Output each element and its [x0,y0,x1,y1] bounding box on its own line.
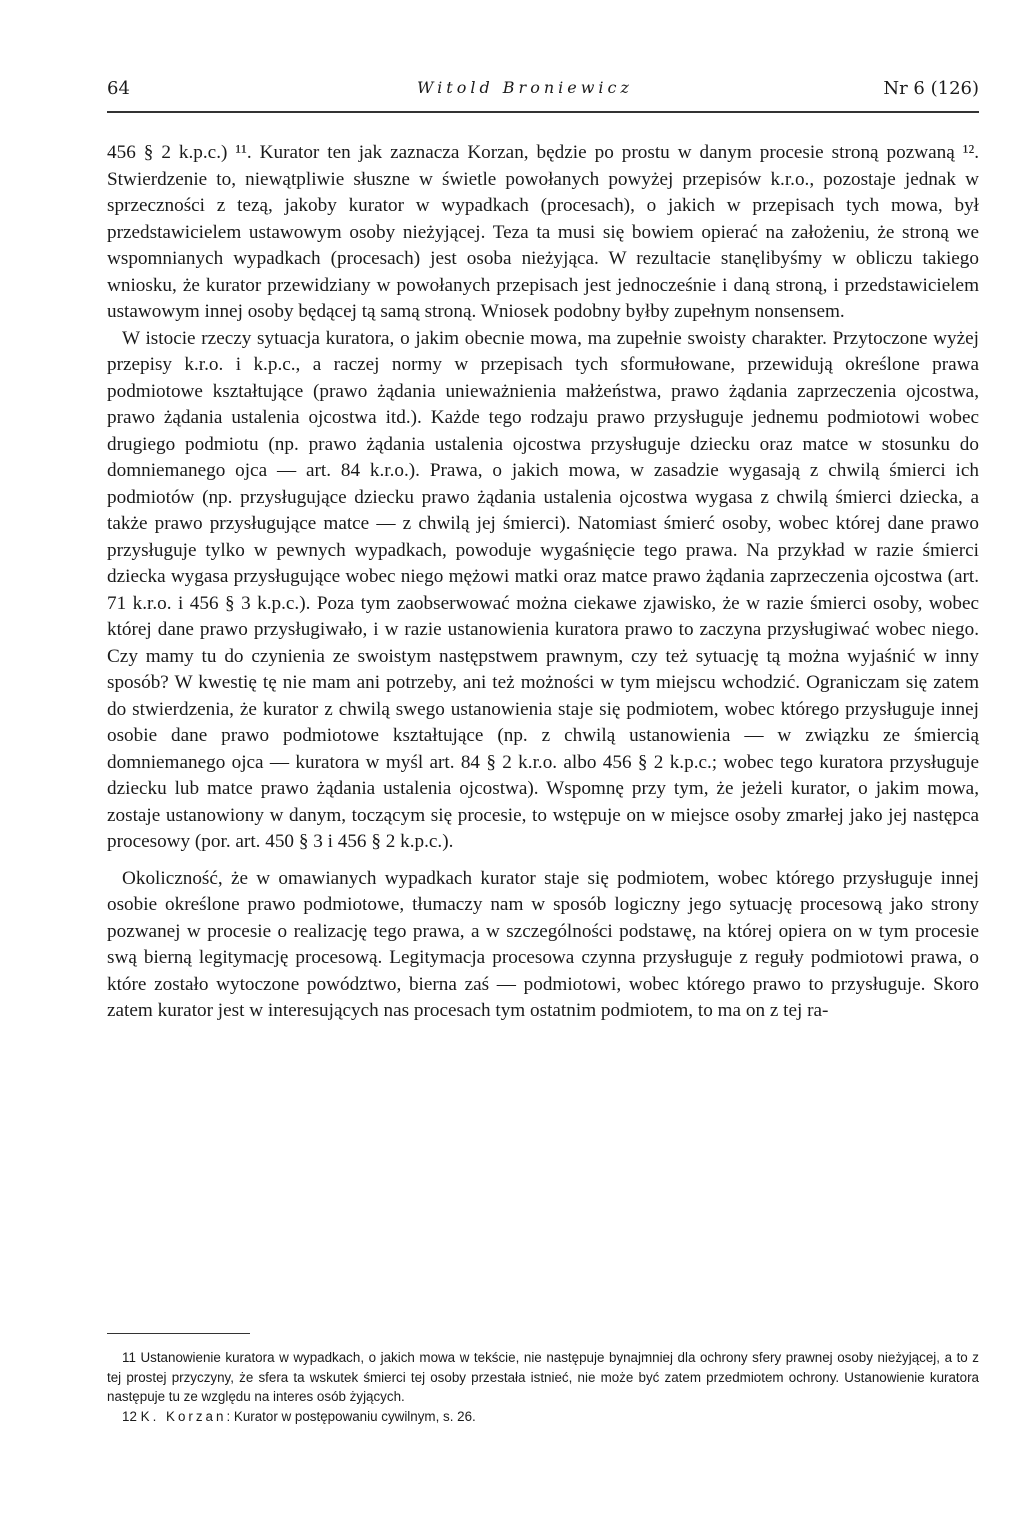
paragraph-2: W istocie rzeczy sytuacja kuratora, o jakim obecnie mowa, ma zupełnie swoisty charakter. Przytoczone wyżej przepisy k.r.o. i k.p.c., a raczej normy w przepisach tych sformułowane, przewidują określone prawa podmiotowe kształtujące (prawo żądania unieważnienia małżeństwa, prawo żądania zaprzeczenia ojcostwa, prawo żądania ustalenia ojcostwa itd.). Każde tego rodzaju prawo przysługuje jednemu podmiotowi wobec drugiego podmiotu (np. prawo żądania ustalenia ojcostwa przysługuje dziecku oraz matce w stosunku do domniemanego ojca — art. 84 k.r.o.). Prawa, o jakich mowa, w zasadzie wygasają z chwilą śmierci ich podmiotów (np. przysługujące dziecku prawo żądania ustalenia ojcostwa wygasa z chwilą śmierci dziecka, a także prawo przysługujące matce — z chwilą jej śmierci). Natomiast śmierć osoby, wobec której dane prawo przysługuje tylko w pewnych wypadkach, powoduje wygaśnięcie tego prawa. Na przykład w razie śmierci dziecka wygasa przysługujące wobec niego mężowi matki oraz matce prawo żądania zaprzeczenia ojcostwa (art. 71 k.r.o. i 456 § 3 k.p.c.). Poza tym zaobserwować można ciekawe zjawisko, że w razie śmierci osoby, wobec której dane prawo przysługiwało, i w razie ustanowienia kuratora prawo to zaczyna przysługiwać wobec niego. Czy mamy tu do czynienia ze swoistym następstwem prawnym, czy też sytuację tą można wyjaśnić w inny sposób? W kwestię tę nie mam ani potrzeby, ani też możności w tym miejscu wchodzić. Ograniczam się zatem do stwierdzenia, że kurator z chwilą swego ustanowienia staje się podmiotem, wobec którego przysługuje innej osobie dane prawo podmiotowe kształtujące (np. z chwilą ustanowienia — w związku ze śmiercią domniemanego ojca — kuratora w myśl art. 84 § 2 k.r.o. albo 456 § 2 k.p.c.; wobec tego kuratora przysługuje dziecku lub matce prawo żądania ustalenia ojcostwa). Wspomnę przy tym, że jeżeli kurator, o jakim mowa, zostaje ustanowiony w danym, toczącym się procesie, to wstępuje on w miejsce osoby zmarłej jako jej następca procesowy (por. art. 450 § 3 i 456 § 2 k.p.c.). [107,327,979,852]
footnote-11: 11 Ustanowienie kuratora w wypadkach, o jakich mowa w tekście, nie następuje bynajmniej dla ochrony sfery prawnej osoby nieżyjącej, a to z tej prostej przyczyny, że sfera ta wskutek śmierci tej osoby przestała istnieć, nie może być zatem przedmiotem ochrony. Ustanowienie kuratora następuje tu ze względu na interes osób żyjących. [107,1350,979,1404]
paragraph-1: 456 § 2 k.p.c.) ¹¹. Kurator ten jak zaznacza Korzan, będzie po prostu w danym procesie stroną pozwaną ¹². Stwierdzenie to, niewątpliwie słuszne w świetle powołanych powyżej przepisów k.r.o., pozostaje jednak w sprzeczności z tezą, jakoby kurator w wypadkach (procesach), o jakich w przepisach tych mowa, był przedstawicielem ustawowym osoby nieżyjącej. Teza ta musi się bowiem opierać na założeniu, że stroną we wspomnianych wypadkach (procesach) jest osoba nieżyjąca. W rezultacie stanęlibyśmy w obliczu takiego wniosku, że kurator przewidziany w powołanych przepisach jest jednocześnie i daną stroną, i przedstawicielem ustawowym innej osoby będącej tą samą stroną. Wniosek podobny byłby zupełnym nonsensem. [107,142,979,322]
footnote-rule [107,1333,250,1334]
footnotes [107,1348,979,1426]
running-header [107,78,979,108]
footnote-12 [107,1407,979,1427]
page-number: 64 [107,78,130,99]
footnote-12-author: K. Korzan [140,1408,227,1424]
footnote-12-number: 12 [122,1408,137,1424]
running-title: Witold Broniewicz [417,78,633,97]
paragraph-3: Okoliczność, że w omawianych wypadkach kurator staje się podmiotem, wobec którego przysługuje innej osobie określone prawo podmiotowe, tłumaczy nam w sposób logiczny jego sytuację procesową jako strony pozwanej w procesie o realizację tego prawa, a w szczególności podstawę, na której opiera on w tym procesie swą bierną legitymację procesową. Legitymacja procesowa czynna przysługuje z reguły podmiotowi prawa, o które zostało wytoczone powództwo, bierna zaś — podmiotowi, wobec którego prawo to przysługuje. Skoro zatem kurator jest w interesujących nas procesach tym ostatnim podmiotem, to ma on z tej ra- [107,867,979,1021]
header-rule [107,111,979,113]
main-text [107,140,979,1025]
issue-number: Nr 6 (126) [883,78,979,99]
footnote-12-title: : Kurator w postępowaniu cywilnym, s. 26. [226,1408,476,1424]
